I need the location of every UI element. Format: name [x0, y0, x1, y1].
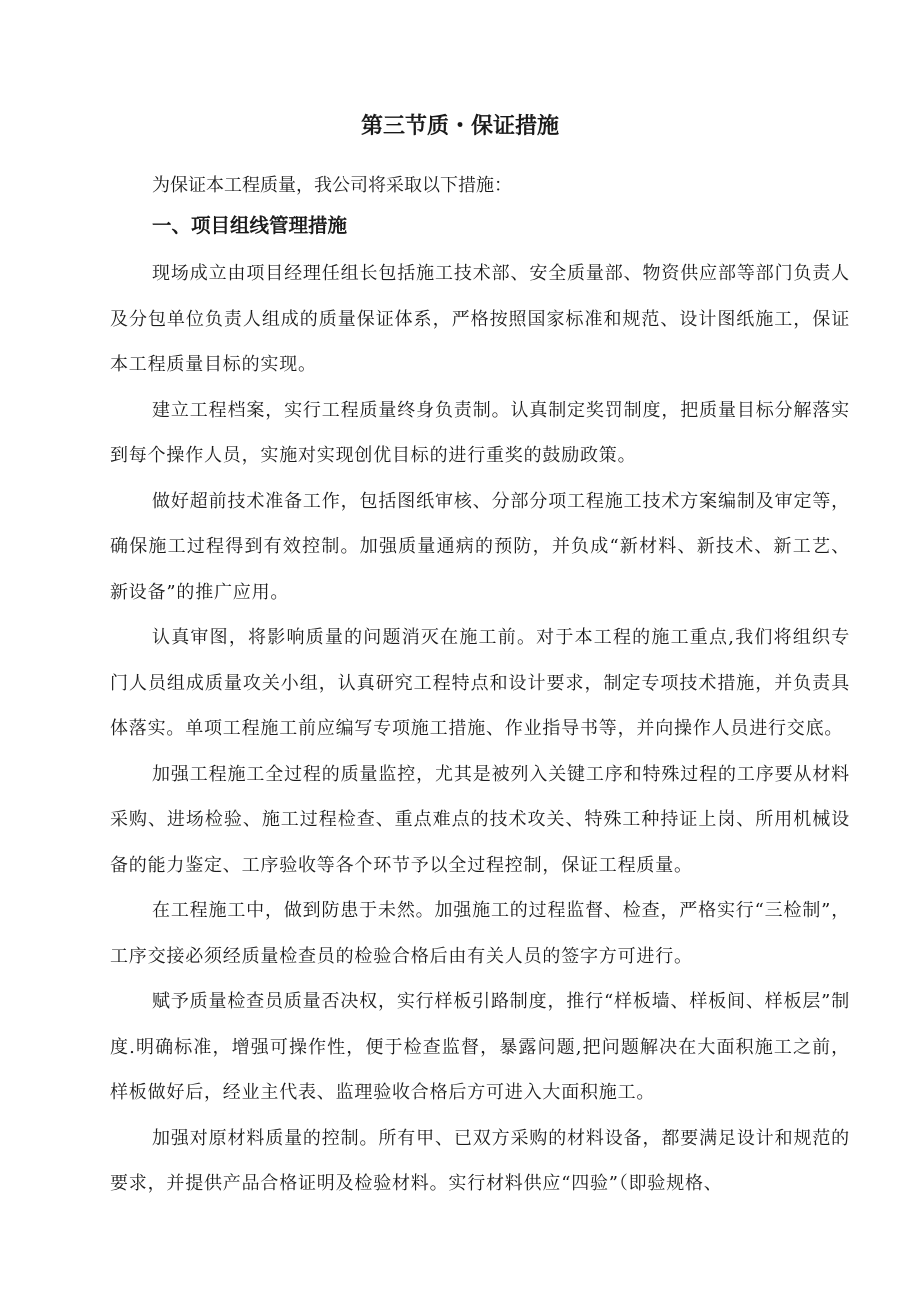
paragraph: 认真审图，将影响质量的问题消灭在施工前。对于本工程的施工重点,我们将组织专门人员组成质量攻关小组，认真研究工程特点和设计要求，制定专项技术措施，并负责具体落实。单项工程施工前应编写专项施工措施、作业指导书等，并向操作人员进行交底。: [110, 627, 850, 739]
intro-text: 为保证本工程质量，我公司将采取以下措施：: [152, 175, 512, 196]
paragraph: 建立工程档案，实行工程质量终身负责制。认真制定奖罚制度，把质量目标分解落实到每个操作人员，实施对实现创优目标的进行重奖的鼓励政策。: [110, 399, 850, 466]
paragraph: 现场成立由项目经理任组长包括施工技术部、安全质量部、物资供应部等部门负责人及分包单位负责人组成的质量保证体系，严格按照国家标准和规范、设计图纸施工，保证本工程质量目标的实现。: [110, 263, 850, 375]
paragraph: 加强对原材料质量的控制。所有甲、已双方采购的材料设备，都要满足设计和规范的要求，并提供产品合格证明及检验材料。实行材料供应“四验”（即验规格、: [110, 1127, 850, 1194]
body-text: [110, 251, 850, 1207]
paragraph: 在工程施工中，做到防患于未然。加强施工的过程监督、检查，严格实行“三检制”，工序交接必须经质量检查员的检验合格后由有关人员的签字方可进行。: [110, 900, 850, 967]
paragraph: 赋予质量检查员质量否决权，实行样板引路制度，推行“样板墙、样板间、样板层”制度.明确标准，增强可操作性，便于检查监督，暴露问题,把问题解决在大面积施工之前，样板做好后，经业主代表、监理验收合格后方可进入大面积施工。: [110, 991, 850, 1103]
paragraph: 做好超前技术准备工作，包括图纸审核、分部分项工程施工技术方案编制及审定等，确保施工过程得到有效控制。加强质量通病的预防，并负成“新材料、新技术、新工艺、新设备”的推广应用。: [110, 490, 850, 603]
paragraph: 加强工程施工全过程的质量监控，尤其是被列入关键工序和特殊过程的工序要从材料采购、进场检验、施工过程检查、重点难点的技术攻关、特殊工种持证上岗、所用机械设备的能力鉴定、工序验收等各个环节予以全过程控制，保证工程质量。: [110, 763, 850, 876]
subsection-heading: 一、项目组线管理措施: [152, 214, 348, 237]
section-title: 第三节质・保证措施: [360, 114, 559, 139]
